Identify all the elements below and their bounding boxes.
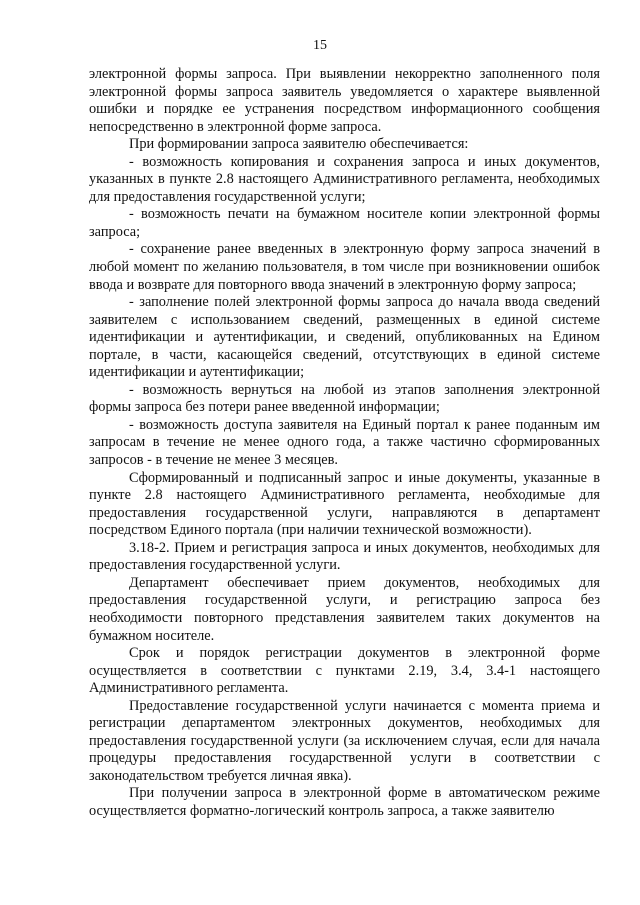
paragraph-intro: При формировании запроса заявителю обеспечивается: xyxy=(129,136,469,153)
list-item-print: - возможность печати на бумажном носителе копии электронной формы запроса; xyxy=(89,206,600,240)
paragraph-format-control: При получении запроса в электронной форме в автоматическом режиме осуществляется форматно-логический контроль запроса, а также заявителю xyxy=(89,785,600,819)
paragraph-continuation: электронной формы запроса. При выявлении некорректно заполненного поля электронной формы запроса заявитель уведомляется о характере выявленной ошибки и порядке ее устранения посредством информационного сообщения непосредственно в электронной форме запроса. xyxy=(89,66,600,135)
paragraph-registration-term: Срок и порядок регистрации документов в электронной форме осуществляется в соответствии с пунктами 2.19, 3.4, 3.4-1 настоящего Административного регламента. xyxy=(89,645,600,697)
page-number: 15 xyxy=(313,38,327,53)
body-text xyxy=(89,66,600,821)
paragraph-department: Департамент обеспечивает прием документов, необходимых для предоставления государственной услуги, и регистрацию запроса без необходимости повторного представления заявителем таких документов на бумажном носителе. xyxy=(89,574,600,644)
paragraph-submission: Сформированный и подписанный запрос и иные документы, указанные в пункте 2.8 настоящего Административного регламента, необходимые для предоставления государственной услуги, направляются в департамент посредством Единого портала (при наличии технической возможности). xyxy=(89,469,600,539)
list-item-autofill: - заполнение полей электронной формы запроса до начала ввода сведений заявителем с использованием сведений, размещенных в единой системе идентификации и аутентификации, и сведений, опубликованных на Едином портале, в части, касающейся сведений, отсутствующих в единой системе идентификации и аутентификации; xyxy=(89,294,600,381)
section-heading-3-18-2: 3.18-2. Прием и регистрация запроса и иных документов, необходимых для предоставления государственной услуги. xyxy=(89,539,600,574)
paragraph-service-start: Предоставление государственной услуги начинается с момента приема и регистрации департаментом электронных документов, необходимых для предоставления государственной услуги (за исключением случая, если для начала процедуры предоставления государственной услуги в соответствии с законодательством требуется личная явка). xyxy=(89,697,600,784)
list-item-return-step: - возможность вернуться на любой из этапов заполнения электронной формы запроса без потери ранее введенной информации; xyxy=(89,381,600,416)
list-item-access: - возможность доступа заявителя на Единый портал к ранее поданным им запросам в течение не менее одного года, а также частично сформированных запросов - в течение не менее 3 месяцев. xyxy=(89,416,600,469)
list-item-copy-save: - возможность копирования и сохранения запроса и иных документов, указанных в пункте 2.8 настоящего Административного регламента, необходимых для предоставления государственной услуги; xyxy=(89,153,600,205)
list-item-save-values: - сохранение ранее введенных в электронную форму запроса значений в любой момент по желанию пользователя, в том числе при возникновении ошибок ввода и возврате для повторного ввода значений в электронную форму запроса; xyxy=(89,241,600,293)
